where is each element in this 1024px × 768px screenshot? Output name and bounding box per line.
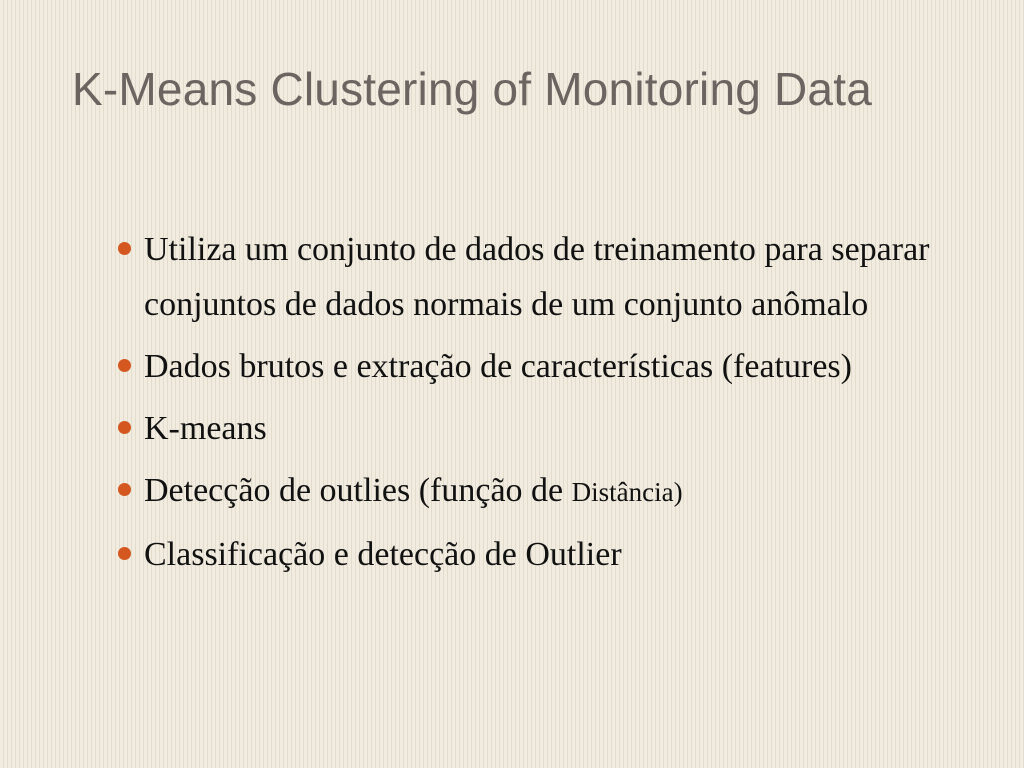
bullet-item (116, 527, 936, 582)
bullet-text-small: Distância) (571, 477, 683, 507)
bullet-item (116, 222, 936, 332)
bullet-text: Detecção de outlies (função de (144, 472, 572, 509)
bullet-dot-icon (118, 547, 131, 560)
bullet-text: Utiliza um conjunto de dados de treinamento para separar conjuntos de dados normais de um conjunto anômalo (144, 231, 930, 323)
bullet-dot-icon (118, 359, 131, 372)
bullet-text: Classificação e detecção de Outlier (144, 536, 622, 573)
bullet-text: K-means (144, 410, 267, 447)
bullet-item (116, 463, 936, 520)
slide-title: K-Means Clustering of Monitoring Data (72, 63, 872, 115)
bullet-list (116, 222, 936, 589)
bullet-item (116, 339, 936, 394)
bullet-item (116, 401, 936, 456)
bullet-dot-icon (118, 421, 131, 434)
bullet-dot-icon (118, 242, 131, 255)
bullet-dot-icon (118, 483, 131, 496)
bullet-text: Dados brutos e extração de características (features) (144, 348, 852, 385)
